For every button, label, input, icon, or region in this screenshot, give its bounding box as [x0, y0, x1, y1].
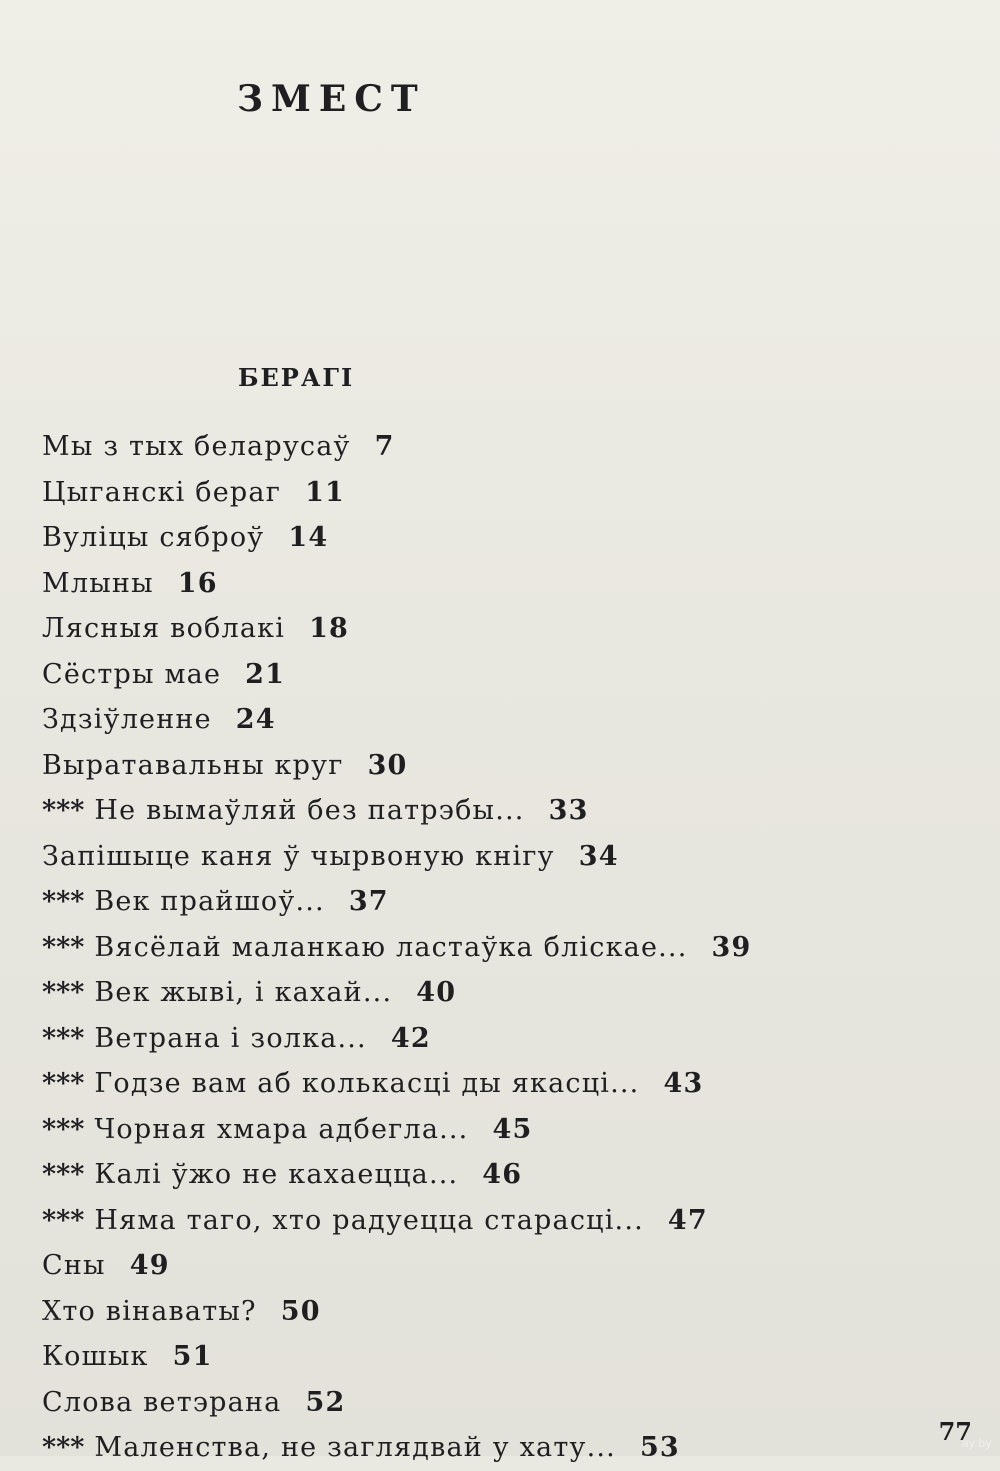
toc-entry-page: 37 [348, 886, 389, 917]
toc-entry [42, 697, 1000, 743]
toc-entry-page: 47 [667, 1204, 708, 1236]
toc-entry [42, 788, 1000, 834]
toc-entry [42, 925, 1000, 971]
page-title: ЗМЕСТ [237, 78, 426, 120]
toc-entry-page: 11 [305, 476, 346, 508]
toc-entry-marker: *** [42, 886, 85, 917]
toc-entry-title: Век прайшоў... [94, 886, 325, 917]
toc-entry-title: Здзіўленне [42, 704, 212, 735]
toc-entry-marker: *** [42, 1113, 85, 1145]
toc-entry-page: 21 [245, 658, 286, 690]
toc-entry-title: Век жыві, і кахай... [94, 977, 393, 1008]
toc-entry-page: 52 [305, 1386, 346, 1418]
toc-entry [42, 515, 1000, 561]
toc-entry-page: 18 [309, 613, 350, 644]
toc-entry-title: Калі ўжо не кахаецца... [94, 1159, 459, 1190]
toc-entry-page: 49 [129, 1250, 170, 1281]
toc-entry-marker: *** [42, 1432, 85, 1463]
toc-entry-marker: *** [42, 1159, 85, 1190]
toc-entry [42, 1425, 1000, 1471]
toc-entry [42, 1380, 1000, 1426]
toc-entry-marker: *** [42, 1204, 85, 1236]
watermark: ay.by [961, 1436, 992, 1450]
toc-entry-marker: *** [42, 1068, 85, 1099]
toc-entry [42, 834, 1000, 880]
toc-entry-title: Вясёлай маланкаю ластаўка бліскае... [94, 931, 688, 963]
toc-entry-page: 40 [416, 977, 457, 1008]
page-number: 77 [938, 1417, 972, 1446]
toc-entry-page: 42 [390, 1022, 431, 1054]
toc-entry-title: Сны [42, 1250, 106, 1281]
toc-entry-page: 45 [492, 1113, 533, 1145]
toc-entry-page: 39 [711, 931, 752, 963]
toc-entry-title: Цыганскі бераг [42, 476, 282, 508]
toc-entry-title: Годзе вам аб колькасці ды якасці... [94, 1068, 640, 1099]
toc-entry-page: 16 [177, 567, 218, 599]
toc-entry-page: 50 [280, 1295, 321, 1327]
toc-entry-page: 33 [548, 795, 589, 826]
toc-entry [42, 606, 1000, 652]
toc-entry [42, 1152, 1000, 1198]
toc-entry [42, 1289, 1000, 1335]
toc-entry [42, 1243, 1000, 1289]
toc-entry-title: Лясныя воблакі [42, 613, 286, 644]
toc-entry-title: Хто вінаваты? [42, 1295, 257, 1327]
toc-entry-page: 46 [482, 1159, 523, 1190]
toc-entry [42, 1334, 1000, 1380]
toc-entry-title: Сёстры мае [42, 658, 222, 690]
toc-entry-page: 34 [578, 840, 619, 872]
toc-entry [42, 1016, 1000, 1062]
toc-entry-marker: *** [42, 977, 85, 1008]
toc-entry [42, 743, 1000, 789]
toc-entry-title: Млыны [42, 567, 154, 599]
toc-entry [42, 879, 1000, 925]
toc-entry [42, 470, 1000, 516]
toc-entry [42, 1198, 1000, 1244]
toc-entry-page: 53 [639, 1432, 680, 1463]
toc-entry-page: 14 [288, 522, 329, 553]
toc-entry-page: 43 [663, 1068, 704, 1099]
toc-entry-title: Чорная хмара адбегла... [94, 1113, 469, 1145]
toc-entry-title: Слова ветэрана [42, 1386, 282, 1418]
toc-entry-title: Вуліцы сяброў [42, 522, 265, 553]
table-of-contents [42, 424, 1000, 1471]
toc-entry-marker: *** [42, 931, 85, 963]
toc-entry [42, 1061, 1000, 1107]
toc-entry-title: Не вымаўляй без патрэбы... [94, 795, 525, 826]
toc-entry-page: 30 [367, 749, 408, 781]
toc-entry-page: 51 [172, 1341, 213, 1372]
toc-entry-title: Няма таго, хто радуецца старасці... [94, 1204, 644, 1236]
toc-entry-marker: *** [42, 795, 85, 826]
toc-entry-marker: *** [42, 1022, 85, 1054]
toc-entry [42, 561, 1000, 607]
toc-entry [42, 424, 1000, 470]
toc-entry-page: 24 [235, 704, 276, 735]
toc-entry [42, 652, 1000, 698]
toc-entry-title: Маленства, не заглядвай у хату... [94, 1432, 616, 1463]
toc-entry [42, 1107, 1000, 1153]
toc-entry-title: Выратавальны круг [42, 749, 344, 781]
toc-entry-page: 7 [374, 431, 395, 462]
toc-entry [42, 970, 1000, 1016]
toc-entry-title: Кошык [42, 1341, 149, 1372]
toc-entry-title: Мы з тых беларусаў [42, 431, 351, 462]
section-heading: БЕРАГІ [238, 363, 355, 392]
toc-entry-title: Ветрана і золка... [94, 1022, 367, 1054]
toc-entry-title: Запішыце каня ў чырвоную кнігу [42, 840, 555, 872]
